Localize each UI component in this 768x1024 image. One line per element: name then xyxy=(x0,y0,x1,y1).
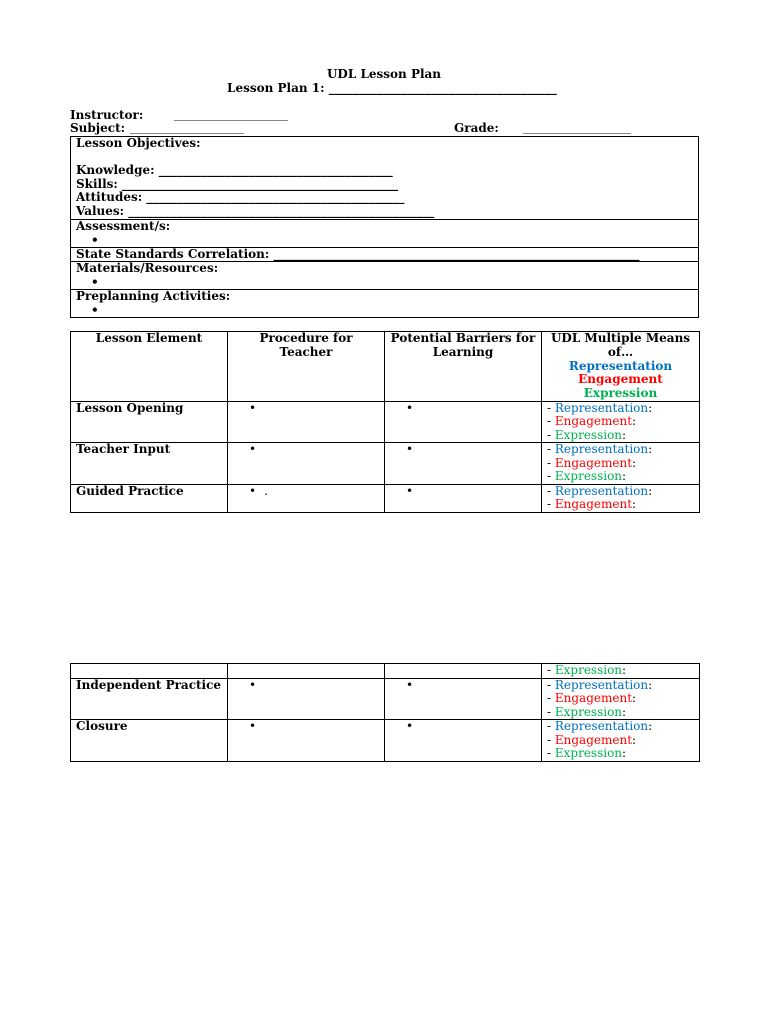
instructor-blank: ___________________ xyxy=(174,107,288,121)
udl-engagement-line: - Engagement: xyxy=(547,732,637,747)
udl-representation-line: - Representation: xyxy=(547,442,653,457)
udl-expression-line: - Expression: xyxy=(547,746,627,760)
udl-expression-line: - Expression: xyxy=(547,704,627,719)
assessment-label: Assessment/s: xyxy=(76,219,171,233)
row-label-closure: Closure xyxy=(71,720,228,762)
table-row xyxy=(71,720,700,762)
empty-cell xyxy=(71,664,228,679)
table-row xyxy=(71,664,700,679)
procedure-cell xyxy=(228,484,385,512)
udl-expression-line: - Expression: xyxy=(547,469,627,484)
col-header-lesson-element: Lesson Element xyxy=(71,332,228,402)
preplanning-bullet: • xyxy=(91,302,99,317)
grade-blank: __________________ xyxy=(523,120,631,134)
materials-cell xyxy=(71,262,699,290)
udl-header-representation: Representation xyxy=(568,358,673,373)
assessment-cell xyxy=(71,220,699,248)
udl-cell xyxy=(542,664,700,679)
udl-cell xyxy=(542,401,700,443)
lesson-plan-line xyxy=(227,82,557,96)
row-label-input: Teacher Input xyxy=(71,443,228,485)
procedure-bullet: • xyxy=(249,677,257,692)
values-line: Values: ___________________________________________________ xyxy=(76,203,435,218)
barriers-cell xyxy=(385,401,542,443)
preplanning-label: Preplanning Activities: xyxy=(76,289,231,303)
udl-representation-line: - Representation: xyxy=(547,719,653,733)
udl-header-engagement: Engagement xyxy=(578,372,663,387)
preplanning-cell xyxy=(71,290,699,318)
udl-expression-line: - Expression: xyxy=(547,663,627,677)
procedure-bullet: • xyxy=(249,719,257,733)
udl-representation-line: - Representation: xyxy=(547,400,653,415)
knowledge-line: Knowledge: _______________________________________ xyxy=(76,163,393,177)
table-row xyxy=(71,401,700,443)
barriers-bullet: • xyxy=(406,719,414,733)
col-header-barriers: Potential Barriers for Learning xyxy=(385,332,542,402)
row-label-independent: Independent Practice xyxy=(71,678,228,720)
materials-bullet: • xyxy=(91,274,99,289)
standards-line: State Standards Correlation: _____________________________________________________________ xyxy=(76,247,640,261)
row-label-opening: Lesson Opening xyxy=(71,401,228,443)
udl-expression-line: - Expression: xyxy=(547,427,627,442)
lesson-plan-label: Lesson Plan 1: xyxy=(227,81,329,95)
procedure-cell xyxy=(228,443,385,485)
barriers-bullet: • xyxy=(406,400,414,415)
procedure-cell xyxy=(228,720,385,762)
assessment-bullet: • xyxy=(91,232,99,247)
row-label-guided: Guided Practice xyxy=(71,484,228,512)
empty-cell xyxy=(228,664,385,679)
table-row xyxy=(71,443,700,485)
barriers-cell xyxy=(385,484,542,512)
barriers-bullet: • xyxy=(406,483,414,498)
materials-label: Materials/Resources: xyxy=(76,261,219,275)
udl-engagement-line: - Engagement: xyxy=(547,497,637,512)
subject-blank: ___________________ xyxy=(130,120,244,134)
col-header-procedure: Procedure for Teacher xyxy=(228,332,385,402)
udl-engagement-line: - Engagement: xyxy=(547,691,637,705)
lesson-table xyxy=(70,331,700,513)
udl-cell xyxy=(542,484,700,512)
procedure-cell xyxy=(228,401,385,443)
table-row xyxy=(71,678,700,720)
empty-cell xyxy=(385,664,542,679)
udl-cell xyxy=(542,443,700,485)
subject-label: Subject: xyxy=(70,121,126,135)
procedure-bullet: • xyxy=(249,483,257,498)
udl-header-expression: Expression xyxy=(583,386,658,401)
procedure-bullet: • xyxy=(249,442,257,457)
barriers-bullet: • xyxy=(406,442,414,457)
grade-label: Grade: xyxy=(454,121,499,135)
barriers-bullet: • xyxy=(406,677,414,692)
objectives-label: Lesson Objectives: xyxy=(76,136,201,150)
procedure-bullet: • xyxy=(249,400,257,415)
objectives-cell xyxy=(71,137,699,220)
instructor-label: Instructor: xyxy=(70,108,144,122)
udl-engagement-line: - Engagement: xyxy=(547,455,637,470)
barriers-cell xyxy=(385,678,542,720)
barriers-cell xyxy=(385,720,542,762)
barriers-cell xyxy=(385,443,542,485)
lesson-plan-blank: ______________________________________ xyxy=(328,81,557,95)
procedure-cell xyxy=(228,678,385,720)
udl-cell xyxy=(542,720,700,762)
udl-representation-line: - Representation: xyxy=(547,483,653,498)
objectives-table xyxy=(70,136,699,318)
attitudes-line: Attitudes: ___________________________________________ xyxy=(76,190,405,204)
standards-cell xyxy=(71,248,699,262)
procedure-period: . xyxy=(264,483,268,498)
table-row xyxy=(71,484,700,512)
page-title: UDL Lesson Plan xyxy=(326,67,442,81)
udl-engagement-line: - Engagement: xyxy=(547,414,637,429)
skills-line: Skills: ______________________________________________ xyxy=(76,176,399,191)
udl-representation-line: - Representation: xyxy=(547,677,653,692)
udl-cell xyxy=(542,678,700,720)
lesson-table-continued xyxy=(70,663,700,762)
col-header-udl xyxy=(542,332,700,402)
udl-header-text: UDL Multiple Means of… xyxy=(550,331,691,359)
